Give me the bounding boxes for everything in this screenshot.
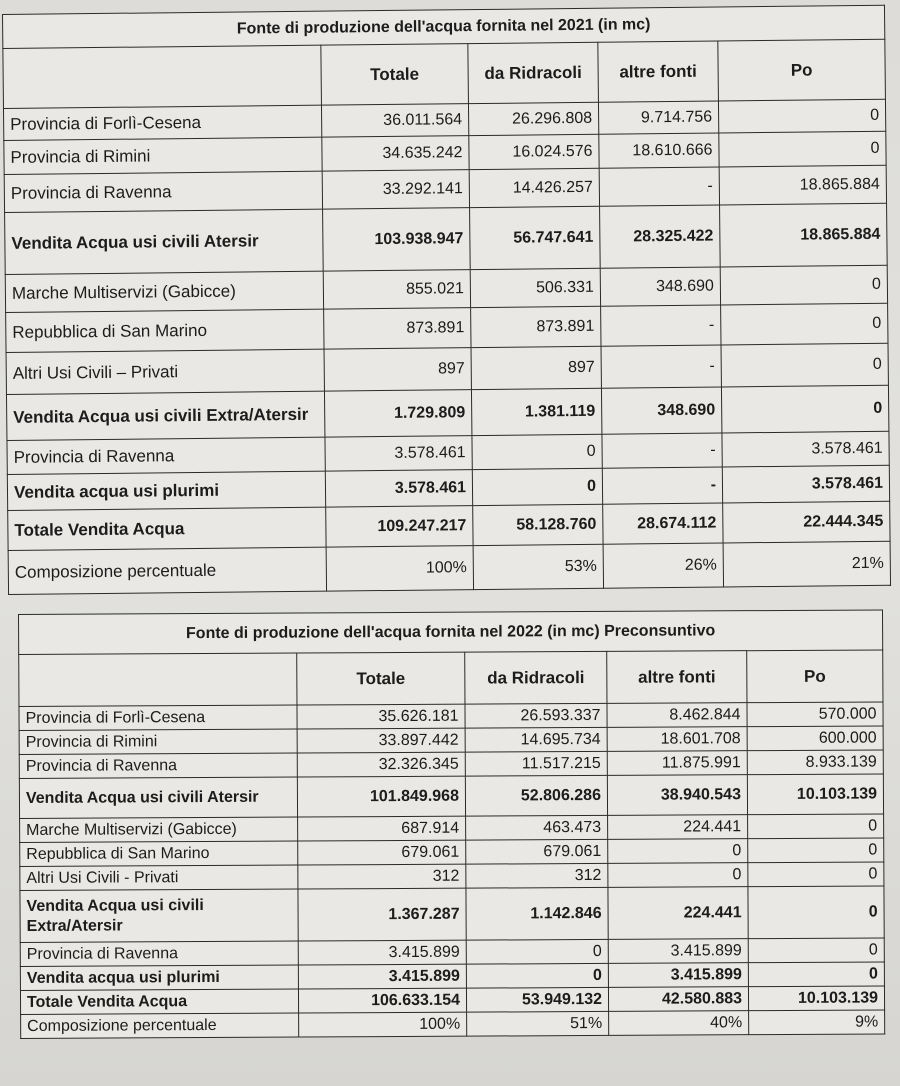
cell-altre-fonti: 11.875.991 — [607, 751, 747, 776]
cell-da-ridracoli: 873.891 — [471, 306, 601, 347]
cell-da-ridracoli: 506.331 — [470, 268, 600, 307]
cell-totale: 687.914 — [298, 816, 466, 841]
cell-po: 3.578.461 — [722, 465, 889, 503]
row-label: Provincia di Forlì-Cesena — [19, 705, 297, 730]
cell-po: 0 — [748, 886, 884, 939]
cell-po: 10.103.139 — [748, 986, 884, 1011]
cell-da-ridracoli: 53% — [473, 544, 603, 589]
cell-altre-fonti: 3.415.899 — [608, 963, 748, 988]
row-label: Provincia di Ravenna — [4, 171, 322, 212]
row-label: Vendita acqua usi plurimi — [7, 471, 325, 510]
cell-po: 21% — [723, 541, 890, 587]
cell-da-ridracoli: 53.949.132 — [466, 987, 608, 1012]
cell-po: 18.865.884 — [720, 203, 888, 267]
cell-po: 0 — [718, 99, 885, 133]
cell-po: 9% — [749, 1010, 885, 1035]
cell-totale: 100% — [299, 1012, 467, 1037]
cell-po: 0 — [748, 962, 884, 987]
header-po: Po — [747, 650, 883, 703]
row-label: Vendita Acqua usi civili Atersir — [5, 209, 324, 274]
row-label: Vendita Acqua usi civili Extra/Atersir — [20, 889, 298, 942]
row-label: Composizione percentuale — [21, 1013, 299, 1038]
cell-altre-fonti: - — [602, 467, 722, 504]
row-label: Provincia di Ravenna — [20, 941, 298, 966]
row-label: Provincia di Rimini — [19, 729, 297, 754]
cell-totale: 106.633.154 — [298, 988, 466, 1013]
cell-da-ridracoli: 26.593.337 — [465, 703, 607, 728]
row-label: Marche Multiservizi (Gabicce) — [20, 817, 298, 842]
cell-altre-fonti: 9.714.756 — [598, 101, 718, 134]
cell-po: 0 — [748, 814, 884, 839]
table-row — [8, 541, 890, 594]
cell-altre-fonti: 224.441 — [608, 887, 748, 940]
cell-altre-fonti: 3.415.899 — [608, 939, 748, 964]
cell-totale: 3.578.461 — [325, 436, 472, 472]
cell-da-ridracoli: 0 — [466, 939, 608, 964]
row-label: Vendita acqua usi plurimi — [20, 965, 298, 990]
cell-da-ridracoli: 16.024.576 — [469, 134, 599, 169]
row-label: Composizione percentuale — [8, 547, 326, 594]
header-totale: Totale — [321, 44, 469, 106]
cell-po: 22.444.345 — [723, 501, 890, 543]
cell-totale: 1.367.287 — [298, 888, 466, 941]
cell-po: 18.865.884 — [719, 165, 886, 205]
cell-totale: 35.626.181 — [297, 704, 465, 729]
cell-po: 0 — [748, 838, 884, 863]
cell-da-ridracoli: 11.517.215 — [465, 751, 607, 776]
cell-altre-fonti: 0 — [608, 839, 748, 864]
table-2021-caption: Fonte di produzione dell'acqua fornita nel 2021 (in mc) — [3, 5, 885, 48]
row-label: Provincia di Ravenna — [19, 753, 297, 778]
cell-altre-fonti: 18.610.666 — [599, 133, 719, 168]
table-row — [5, 203, 888, 274]
row-label: Provincia di Rimini — [4, 137, 322, 174]
cell-da-ridracoli: 56.747.641 — [470, 206, 601, 269]
table-row — [19, 774, 883, 819]
row-label: Totale Vendita Acqua — [8, 507, 326, 550]
cell-totale: 897 — [324, 348, 471, 392]
cell-altre-fonti: 348.690 — [601, 387, 721, 434]
cell-totale: 33.292.141 — [322, 170, 469, 210]
row-label: Altri Usi Civili - Privati — [20, 865, 298, 890]
cell-da-ridracoli: 51% — [467, 1011, 609, 1036]
cell-da-ridracoli: 0 — [472, 434, 602, 469]
cell-po: 0 — [748, 938, 884, 963]
table-row — [20, 886, 884, 943]
cell-totale: 3.415.899 — [298, 964, 466, 989]
cell-totale: 873.891 — [324, 308, 471, 350]
row-label: Vendita Acqua usi civili Atersir — [19, 777, 297, 818]
cell-da-ridracoli: 0 — [472, 468, 602, 505]
table-row — [21, 1010, 885, 1039]
header-da-ridracoli: da Ridracoli — [465, 651, 607, 704]
cell-altre-fonti: 8.462.844 — [607, 703, 747, 728]
row-label: Provincia di Forlì-Cesena — [3, 105, 321, 140]
header-po: Po — [718, 39, 886, 101]
cell-da-ridracoli: 312 — [466, 863, 608, 888]
cell-totale: 34.635.242 — [322, 136, 469, 172]
cell-altre-fonti: 42.580.883 — [608, 987, 748, 1012]
row-label: Repubblica di San Marino — [6, 309, 324, 352]
cell-da-ridracoli: 14.695.734 — [465, 727, 607, 752]
cell-da-ridracoli: 897 — [471, 346, 601, 389]
cell-totale: 100% — [326, 546, 473, 592]
table-2022-header-row — [19, 650, 883, 707]
cell-po: 0 — [721, 385, 888, 433]
row-label: Marche Multiservizi (Gabicce) — [5, 271, 323, 312]
cell-totale: 109.247.217 — [326, 506, 473, 548]
cell-altre-fonti: 28.325.422 — [600, 205, 721, 268]
cell-po: 3.578.461 — [722, 431, 889, 467]
cell-altre-fonti: - — [599, 167, 719, 206]
header-label-cell — [19, 653, 297, 706]
cell-altre-fonti: - — [601, 345, 721, 388]
header-da-ridracoli: da Ridracoli — [468, 42, 599, 103]
cell-po: 0 — [721, 343, 888, 387]
header-totale: Totale — [297, 652, 465, 705]
cell-da-ridracoli: 463.473 — [466, 815, 608, 840]
cell-totale: 855.021 — [323, 270, 470, 310]
cell-altre-fonti: - — [602, 433, 722, 468]
cell-totale: 679.061 — [298, 840, 466, 865]
header-altre-fonti: altre fonti — [598, 41, 719, 102]
cell-altre-fonti: - — [601, 305, 721, 346]
cell-da-ridracoli: 58.128.760 — [473, 504, 603, 545]
cell-po: 0 — [720, 265, 887, 305]
cell-po: 600.000 — [747, 726, 883, 751]
cell-totale: 36.011.564 — [321, 104, 468, 138]
cell-da-ridracoli: 26.296.808 — [468, 102, 598, 135]
cell-totale: 3.578.461 — [325, 470, 472, 508]
cell-po: 8.933.139 — [747, 750, 883, 775]
table-2022 — [18, 609, 885, 1039]
cell-totale: 103.938.947 — [323, 208, 471, 272]
header-label-cell — [3, 45, 322, 108]
cell-altre-fonti: 26% — [603, 543, 723, 588]
cell-totale: 312 — [298, 864, 466, 889]
cell-totale: 3.415.899 — [298, 940, 466, 965]
cell-altre-fonti: 38.940.543 — [607, 775, 747, 816]
cell-altre-fonti: 348.690 — [600, 267, 720, 306]
cell-po: 0 — [748, 862, 884, 887]
cell-totale: 33.897.442 — [297, 728, 465, 753]
cell-da-ridracoli: 14.426.257 — [469, 168, 599, 207]
table-2021-header-row — [3, 39, 886, 108]
cell-altre-fonti: 224.441 — [608, 815, 748, 840]
cell-altre-fonti: 40% — [609, 1011, 749, 1036]
row-label: Altri Usi Civili – Privati — [6, 349, 324, 394]
cell-po: 570.000 — [747, 702, 883, 727]
row-label: Vendita Acqua usi civili Extra/Atersir — [6, 391, 324, 440]
header-altre-fonti: altre fonti — [607, 651, 747, 704]
cell-da-ridracoli: 679.061 — [466, 839, 608, 864]
cell-po: 10.103.139 — [747, 774, 883, 815]
cell-da-ridracoli: 52.806.286 — [465, 775, 607, 816]
cell-po: 0 — [721, 303, 888, 345]
table-2021 — [2, 5, 891, 595]
cell-altre-fonti: 18.601.708 — [607, 727, 747, 752]
row-label: Repubblica di San Marino — [20, 841, 298, 866]
row-label: Totale Vendita Acqua — [20, 989, 298, 1014]
cell-altre-fonti: 0 — [608, 863, 748, 888]
row-label: Provincia di Ravenna — [7, 437, 325, 474]
cell-da-ridracoli: 1.142.846 — [466, 887, 608, 940]
cell-da-ridracoli: 0 — [466, 963, 608, 988]
cell-da-ridracoli: 1.381.119 — [471, 388, 601, 435]
table-2022-caption: Fonte di produzione dell'acqua fornita nel 2022 (in mc) Preconsuntivo — [19, 610, 883, 655]
cell-po: 0 — [719, 131, 886, 167]
cell-totale: 101.849.968 — [297, 776, 465, 817]
cell-altre-fonti: 28.674.112 — [603, 503, 723, 544]
cell-totale: 32.326.345 — [297, 752, 465, 777]
cell-totale: 1.729.809 — [324, 390, 471, 438]
